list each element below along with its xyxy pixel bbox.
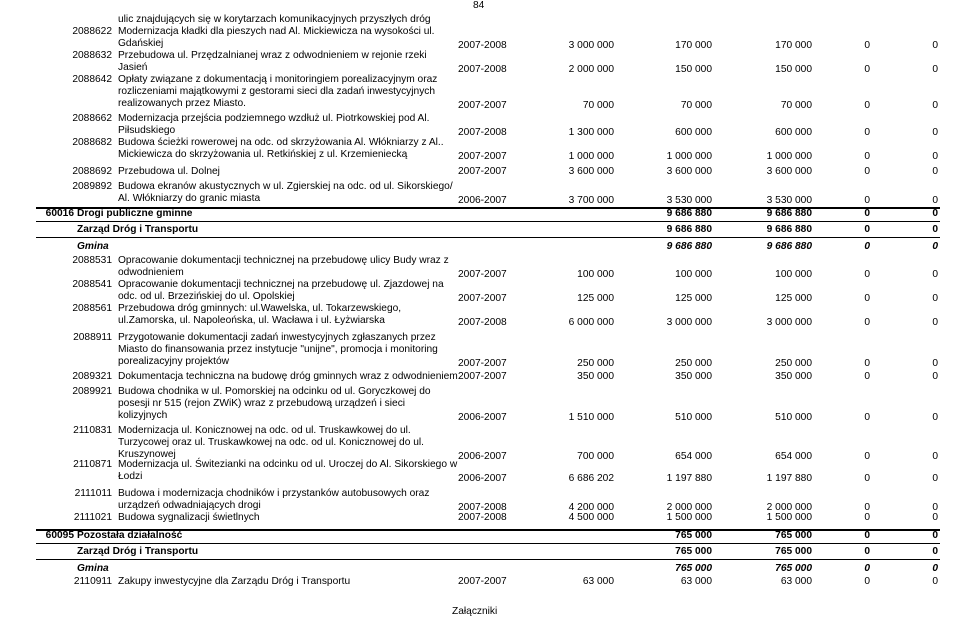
- gmina-label: Gmina: [77, 563, 109, 574]
- row-plan-value: 125 000: [675, 293, 712, 304]
- page-footer: Załączniki: [452, 606, 498, 617]
- row-budget-value: 3 600 000: [766, 166, 812, 177]
- row-value-4: 0: [864, 151, 870, 162]
- row-years: 2007-2007: [458, 166, 507, 177]
- row-value-5: 0: [932, 64, 938, 75]
- unit-value: 0: [864, 224, 870, 235]
- row-budget-value: 350 000: [775, 371, 812, 382]
- row-value-4: 0: [864, 412, 870, 423]
- row-plan-value: 2 000 000: [666, 502, 712, 513]
- row-value-5: 0: [932, 358, 938, 369]
- row-value-5: 0: [932, 512, 938, 523]
- row-plan-value: 150 000: [675, 64, 712, 75]
- row-description: Przebudowa ul. Przędzalnianej wraz z odwodnieniem w rejonie rzeki: [118, 50, 427, 61]
- gmina-value: 765 000: [675, 563, 712, 574]
- row-description: Łodzi: [118, 471, 143, 482]
- row-value-5: 0: [932, 502, 938, 513]
- row-total-cost: 63 000: [582, 576, 614, 587]
- row-value-5: 0: [932, 166, 938, 177]
- row-value-5: 0: [932, 317, 938, 328]
- row-description: urządzeń odwadniających drogi: [118, 500, 261, 511]
- unit-value: 0: [932, 546, 938, 557]
- row-total-cost: 3 600 000: [568, 166, 614, 177]
- section-value: 0: [932, 208, 938, 219]
- row-years: 2006-2007: [458, 195, 507, 206]
- row-plan-value: 63 000: [680, 576, 712, 587]
- row-budget-value: 1 000 000: [766, 151, 812, 162]
- row-plan-value: 654 000: [675, 451, 712, 462]
- row-description: ulic znajdujących się w korytarzach komunikacyjnych przyszłych dróg: [118, 14, 431, 25]
- page-number: 84: [473, 0, 485, 11]
- row-description: Zakupy inwestycyjne dla Zarządu Dróg i Transportu: [118, 576, 351, 587]
- row-description: rozliczeniami majątkowymi z gestorami sieci dla zadań inwestycyjnych: [118, 86, 436, 97]
- row-code: 2111011: [74, 488, 112, 499]
- row-plan-value: 3 530 000: [666, 195, 712, 206]
- row-total-cost: 6 000 000: [568, 317, 614, 328]
- row-total-cost: 250 000: [577, 358, 614, 369]
- row-value-4: 0: [864, 100, 870, 111]
- row-budget-value: 1 500 000: [766, 512, 812, 523]
- gmina-value: 765 000: [775, 563, 812, 574]
- row-plan-value: 1 197 880: [666, 473, 712, 484]
- row-budget-value: 510 000: [775, 412, 812, 423]
- table-rule: [36, 559, 940, 560]
- row-description: kolizyjnych: [118, 410, 168, 421]
- row-total-cost: 2 000 000: [568, 64, 614, 75]
- row-plan-value: 1 000 000: [666, 151, 712, 162]
- row-years: 2007-2008: [458, 64, 507, 75]
- row-code: 2088632: [72, 50, 112, 61]
- row-years: 2007-2008: [458, 127, 507, 138]
- row-total-cost: 1 300 000: [568, 127, 614, 138]
- row-value-5: 0: [932, 100, 938, 111]
- row-description: Modernizacja ul. Świtezianki na odcinku od ul. Uroczej do Al. Sikorskiego w: [118, 459, 458, 470]
- row-code: 2089321: [72, 371, 112, 382]
- row-plan-value: 510 000: [675, 412, 712, 423]
- gmina-value: 0: [932, 241, 938, 252]
- row-value-4: 0: [864, 576, 870, 587]
- row-plan-value: 100 000: [675, 269, 712, 280]
- row-code: 2088541: [72, 279, 112, 290]
- row-value-4: 0: [864, 473, 870, 484]
- row-value-5: 0: [932, 576, 938, 587]
- row-description: Piłsudskiego: [118, 125, 176, 136]
- row-budget-value: 63 000: [780, 576, 812, 587]
- row-description: Budowa i modernizacja chodników i przystanków autobusowych oraz: [118, 488, 430, 499]
- row-budget-value: 1 197 880: [766, 473, 812, 484]
- row-budget-value: 3 530 000: [766, 195, 812, 206]
- row-value-4: 0: [864, 166, 870, 177]
- row-value-5: 0: [932, 127, 938, 138]
- row-code: 2110871: [73, 459, 112, 470]
- row-total-cost: 1 510 000: [568, 412, 614, 423]
- row-budget-value: 600 000: [775, 127, 812, 138]
- section-value: 0: [864, 208, 870, 219]
- row-description: Mickiewicza do skrzyżowania ul. Retkińskiej z ul. Krzemieniecką: [118, 149, 408, 160]
- row-description: Budowa ścieżki rowerowej na odc. od skrzyżowania Al. Włókniarzy z Al..: [118, 137, 444, 148]
- section-label: Drogi publiczne gminne: [77, 208, 193, 219]
- row-value-4: 0: [864, 512, 870, 523]
- row-value-4: 0: [864, 317, 870, 328]
- row-code: 2088642: [72, 74, 112, 85]
- row-code: 2110831: [73, 425, 112, 436]
- unit-value: 9 686 880: [666, 224, 712, 235]
- row-code: 2088531: [72, 255, 112, 266]
- row-description: Budowa sygnalizacji świetlnych: [118, 512, 260, 523]
- row-budget-value: 150 000: [775, 64, 812, 75]
- row-value-4: 0: [864, 269, 870, 280]
- row-years: 2007-2007: [458, 151, 507, 162]
- row-value-4: 0: [864, 293, 870, 304]
- table-rule: [36, 543, 940, 544]
- row-total-cost: 125 000: [577, 293, 614, 304]
- row-value-5: 0: [932, 371, 938, 382]
- section-value: 0: [932, 530, 938, 541]
- row-total-cost: 4 500 000: [568, 512, 614, 523]
- row-value-4: 0: [864, 127, 870, 138]
- row-plan-value: 3 600 000: [666, 166, 712, 177]
- row-code: 2088911: [73, 332, 112, 343]
- section-value: 9 686 880: [666, 208, 712, 219]
- row-description: realizowanych przez Miasto.: [118, 98, 246, 109]
- row-description: Modernizacja ul. Konicznowej na odc. od ul. Truskawkowej do ul.: [118, 425, 411, 436]
- row-value-4: 0: [864, 502, 870, 513]
- row-description: Przygotowanie dokumentacji zadań inwestycyjnych zgłaszanych przez: [118, 332, 436, 343]
- row-value-4: 0: [864, 40, 870, 51]
- row-value-4: 0: [864, 371, 870, 382]
- row-years: 2006-2007: [458, 473, 507, 484]
- unit-label: Zarząd Dróg i Transportu: [77, 546, 199, 557]
- row-total-cost: 3 000 000: [568, 40, 614, 51]
- row-years: 2007-2007: [458, 371, 507, 382]
- row-budget-value: 100 000: [775, 269, 812, 280]
- row-years: 2007-2008: [458, 502, 507, 513]
- unit-label: Zarząd Dróg i Transportu: [77, 224, 199, 235]
- unit-value: 9 686 880: [766, 224, 812, 235]
- row-description: Modernizacja przejścia podziemnego wzdłuż ul. Piotrkowskiej pod Al.: [118, 113, 430, 124]
- row-description: Turzycowej oraz ul. Truskawkowej na odc. od ul. Konicznowej do ul.: [118, 437, 424, 448]
- gmina-value: 9 686 880: [766, 241, 812, 252]
- row-code: 2088682: [72, 137, 112, 148]
- row-total-cost: 700 000: [577, 451, 614, 462]
- row-budget-value: 170 000: [775, 40, 812, 51]
- row-plan-value: 250 000: [675, 358, 712, 369]
- row-total-cost: 100 000: [577, 269, 614, 280]
- row-total-cost: 350 000: [577, 371, 614, 382]
- row-code: 2089892: [72, 181, 112, 192]
- row-value-5: 0: [932, 451, 938, 462]
- row-value-5: 0: [932, 473, 938, 484]
- row-description: Al. Włókniarzy do granic miasta: [118, 193, 261, 204]
- row-years: 2007-2008: [458, 317, 507, 328]
- row-description: Dokumentacja techniczna na budowę dróg gminnych wraz z odwodnieniem: [118, 371, 458, 382]
- row-value-4: 0: [864, 195, 870, 206]
- row-total-cost: 6 686 202: [568, 473, 614, 484]
- row-budget-value: 70 000: [780, 100, 812, 111]
- section-value: 0: [864, 530, 870, 541]
- row-code: 2111021: [73, 512, 112, 523]
- row-total-cost: 1 000 000: [568, 151, 614, 162]
- gmina-value: 9 686 880: [666, 241, 712, 252]
- row-description: ul.Zamorska, ul. Napoleońska, ul. Wacława i ul. Łyżwiarska: [118, 315, 385, 326]
- section-value: 765 000: [675, 530, 712, 541]
- row-plan-value: 3 000 000: [666, 317, 712, 328]
- row-years: 2007-2008: [458, 40, 507, 51]
- row-description: odwodnieniem: [118, 267, 184, 278]
- row-description: Opracowanie dokumentacji technicznej na przebudowę ul. Zjazdowej na: [118, 279, 444, 290]
- row-value-4: 0: [864, 451, 870, 462]
- row-code: 2088662: [72, 113, 112, 124]
- unit-value: 765 000: [675, 546, 712, 557]
- row-value-5: 0: [932, 293, 938, 304]
- row-budget-value: 3 000 000: [766, 317, 812, 328]
- unit-value: 0: [864, 546, 870, 557]
- row-code: 2088622: [72, 26, 112, 37]
- row-years: 2007-2008: [458, 512, 507, 523]
- row-description: Opracowanie dokumentacji technicznej na przebudowę ulicy Budy wraz z: [118, 255, 449, 266]
- row-total-cost: 70 000: [582, 100, 614, 111]
- row-years: 2006-2007: [458, 451, 507, 462]
- row-description: porealizacyjny projektów: [118, 356, 229, 367]
- table-rule: [36, 221, 940, 222]
- row-value-5: 0: [932, 40, 938, 51]
- row-value-5: 0: [932, 151, 938, 162]
- row-description: Budowa ekranów akustycznych w ul. Zgierskiej na odc. od ul. Sikorskiego/: [118, 181, 453, 192]
- row-total-cost: 3 700 000: [568, 195, 614, 206]
- row-code: 2110911: [73, 576, 112, 587]
- gmina-value: 0: [932, 563, 938, 574]
- table-rule: [36, 237, 940, 238]
- row-years: 2007-2007: [458, 100, 507, 111]
- row-code: 2088561: [72, 303, 112, 314]
- row-description: Opłaty związane z dokumentacją i monitoringiem porealizacyjnym oraz: [118, 74, 438, 85]
- gmina-value: 0: [864, 241, 870, 252]
- section-code: 60095: [45, 530, 74, 541]
- row-plan-value: 170 000: [675, 40, 712, 51]
- row-description: Budowa chodnika w ul. Pomorskiej na odcinku od ul. Goryczkowej do: [118, 386, 431, 397]
- row-budget-value: 125 000: [775, 293, 812, 304]
- section-value: 9 686 880: [766, 208, 812, 219]
- row-description: Przebudowa dróg gminnych: ul.Wawelska, ul. Tokarzewskiego,: [118, 303, 402, 314]
- row-value-4: 0: [864, 64, 870, 75]
- section-value: 765 000: [775, 530, 812, 541]
- gmina-value: 0: [864, 563, 870, 574]
- row-years: 2006-2007: [458, 412, 507, 423]
- row-value-5: 0: [932, 195, 938, 206]
- row-code: 2088692: [72, 166, 112, 177]
- gmina-label: Gmina: [77, 241, 109, 252]
- row-budget-value: 654 000: [775, 451, 812, 462]
- row-budget-value: 250 000: [775, 358, 812, 369]
- row-description: Jasień: [118, 62, 148, 73]
- row-years: 2007-2007: [458, 358, 507, 369]
- row-budget-value: 2 000 000: [766, 502, 812, 513]
- row-years: 2007-2007: [458, 576, 507, 587]
- row-plan-value: 70 000: [680, 100, 712, 111]
- section-label: Pozostała działalność: [77, 530, 183, 541]
- row-value-4: 0: [864, 358, 870, 369]
- row-plan-value: 350 000: [675, 371, 712, 382]
- row-value-5: 0: [932, 412, 938, 423]
- row-plan-value: 1 500 000: [666, 512, 712, 523]
- row-description: odc. od ul. Brzezińskiej do ul. Opolskiej: [118, 291, 295, 302]
- row-total-cost: 4 200 000: [568, 502, 614, 513]
- row-value-5: 0: [932, 269, 938, 280]
- unit-value: 765 000: [775, 546, 812, 557]
- row-description: Miasto do finansowania przez instytucje "unijne", promocja i monitoring: [118, 344, 438, 355]
- unit-value: 0: [932, 224, 938, 235]
- row-description: Kruszynowej: [118, 449, 176, 460]
- row-description: posesji nr 515 (rejon ZWiK) wraz z przebudową urządzeń i sieci: [118, 398, 406, 409]
- row-description: Gdańskiej: [118, 38, 164, 49]
- row-years: 2007-2007: [458, 293, 507, 304]
- row-description: Przebudowa ul. Dolnej: [118, 166, 220, 177]
- row-years: 2007-2007: [458, 269, 507, 280]
- row-description: Modernizacja kładki dla pieszych nad Al. Mickiewicza na wysokości ul.: [118, 26, 435, 37]
- section-code: 60016: [45, 208, 74, 219]
- row-code: 2089921: [72, 386, 112, 397]
- row-plan-value: 600 000: [675, 127, 712, 138]
